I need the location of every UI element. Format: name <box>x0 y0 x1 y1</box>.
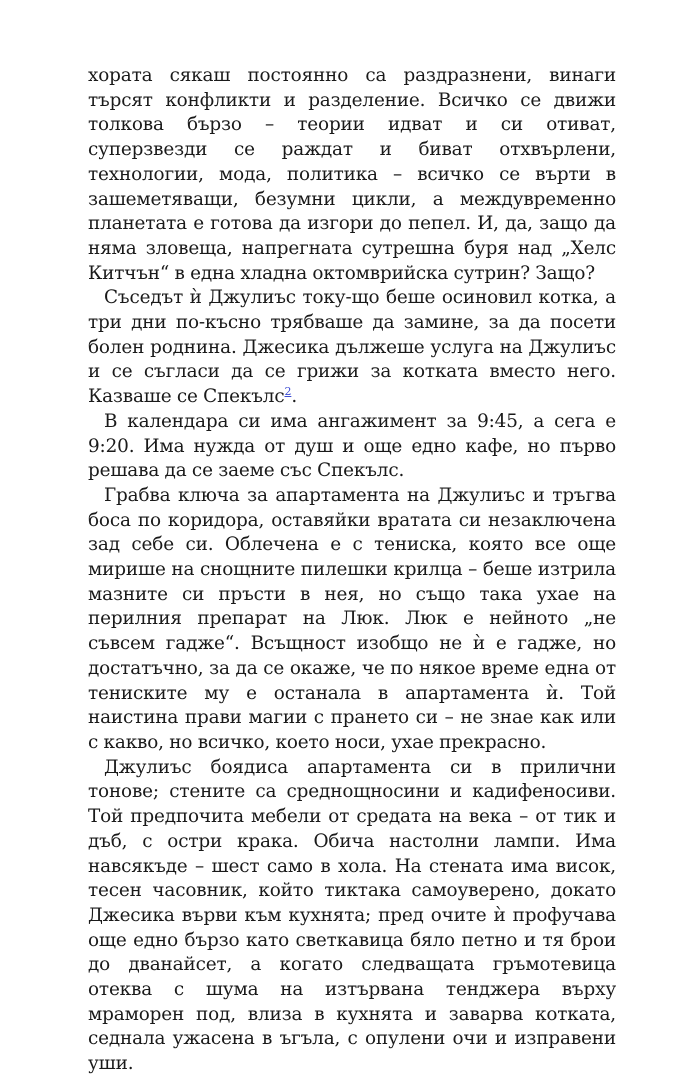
paragraph-2-end: . <box>291 386 298 408</box>
footnote-reference-link[interactable]: 2 <box>284 385 292 399</box>
paragraph-4: Грабва ключа за апартамента на Джулиъс и тръгва боса по коридора, оставяйки вратата си незаключена зад себе си. Облечена е с тениска, която все още мирише на снощните пилешки крилца – беше изтрила мазните си пръсти в нея, но също така ухае на перилния препарат на Люк. Люк е нейното „не съвсем гадже“. Всъщност изобщо не ѝ е гадже, но достатъчно, за да се окаже, че по някое време една от тениските му е останала в апартамента ѝ. Той наистина прави магии с прането си – не знае как или с какво, но всичко, което носи, ухае прекрасно. <box>88 484 616 753</box>
paragraph-2 <box>88 286 616 410</box>
paragraph-5: Джулиъс боядиса апартамента си в прилични тонове; стените са среднощносини и кадифеносиви. Той предпочита мебели от средата на века – от тик и дъб, с остри крака. Обича настолни лампи. Има навсякъде – шест само в хола. На стената има висок, тесен часовник, който тиктака самоуверено, докато Джесика върви към кухнята; пред очите ѝ профучава още едно бързо като светкавица бяло петно и тя брои до дванайсет, а когато следващата гръмотевица отеква с шума на изтървана тенджера върху мраморен под, влиза в кухнята и заварва котката, седнала ужасена в ъгъла, с опулени очи и изправени уши. <box>88 756 616 1075</box>
paragraph-2-text: Съседът ѝ Джулиъс току-що беше осиновил котка, а три дни по-късно трябваше да замине, за да посети болен роднина. Джесика дължеше услуга на Джулиъс и се съгласи да се грижи за котката вместо него. Казваше се Спекълс <box>88 287 616 408</box>
book-page <box>88 64 616 1077</box>
paragraph-1: хората сякаш постоянно са раздразнени, винаги търсят конфликти и разделение. Всичко се движи толкова бързо – теории идват и си отиват, суперзвезди се раждат и биват отхвърлени, технологии, мода, политика – всичко се върти в зашеметяващи, безумни цикли, а междувременно планетата е готова да изгори до пепел. И, да, защо да няма зловеща, напрегната сутрешна буря над „Хелс Китчън“ в една хладна октомврийска сутрин? Защо? <box>88 65 616 284</box>
paragraph-3: В календара си има ангажимент за 9:45, а сега е 9:20. Има нужда от душ и още едно кафе, но първо решава да се заеме със Спекълс. <box>88 410 616 482</box>
